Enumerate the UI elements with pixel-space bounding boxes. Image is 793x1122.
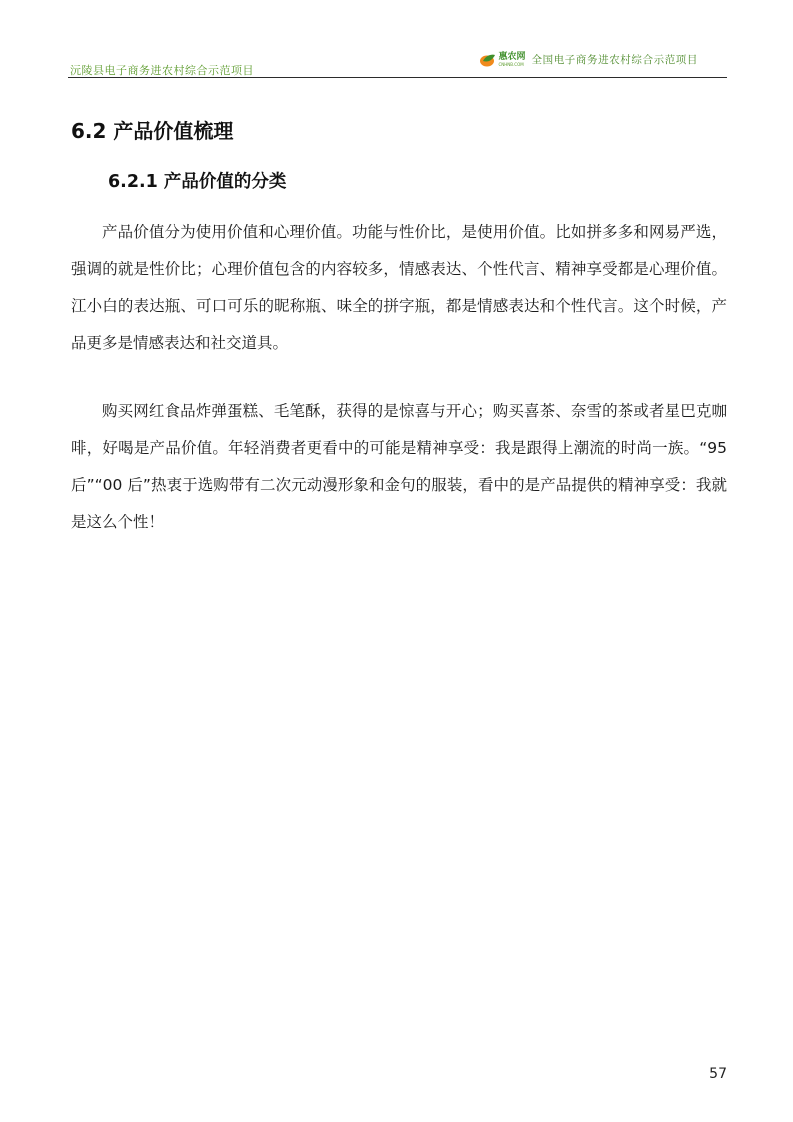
logo-text: 惠农网 [498, 51, 526, 62]
subsection-heading: 6.2.1 产品价值的分类 [108, 172, 287, 192]
paragraph-2: 购买网红食品炸弹蛋糕、毛笔酥，获得的是惊喜与开心；购买喜茶、奈雪的茶或者星巴克咖啡，好喝是产品价值。年轻消费者更看中的可能是精神享受：我是跟得上潮流的时尚一族。“95 后”“00 后”热衷于选购带有二次元动漫形象和金句的服装，看中的是产品提供的精神享受：我就是这么个性！ [71, 402, 727, 531]
logo [480, 53, 525, 67]
header-brand [480, 52, 698, 67]
paragraph-1: 产品价值分为使用价值和心理价值。功能与性价比，是使用价值。比如拼多多和网易严选，强调的就是性价比；心理价值包含的内容较多，情感表达、个性代言、精神享受都是心理价值。江小白的表达瓶、可口可乐的昵称瓶、味全的拼字瓶，都是情感表达和个性代言。这个时候，产品更多是情感表达和社交道具。 [71, 223, 727, 352]
header-divider [68, 77, 727, 78]
logo-subtext: CNHNB.COM [498, 61, 524, 67]
page-number: 57 [709, 1066, 727, 1082]
header-project-title: 沅陵县电子商务进农村综合示范项目 [70, 64, 254, 77]
leaf-logo-icon [480, 53, 496, 67]
section-heading: 6.2 产品价值梳理 [71, 119, 234, 143]
header-program-title: 全国电子商务进农村综合示范项目 [531, 54, 698, 66]
